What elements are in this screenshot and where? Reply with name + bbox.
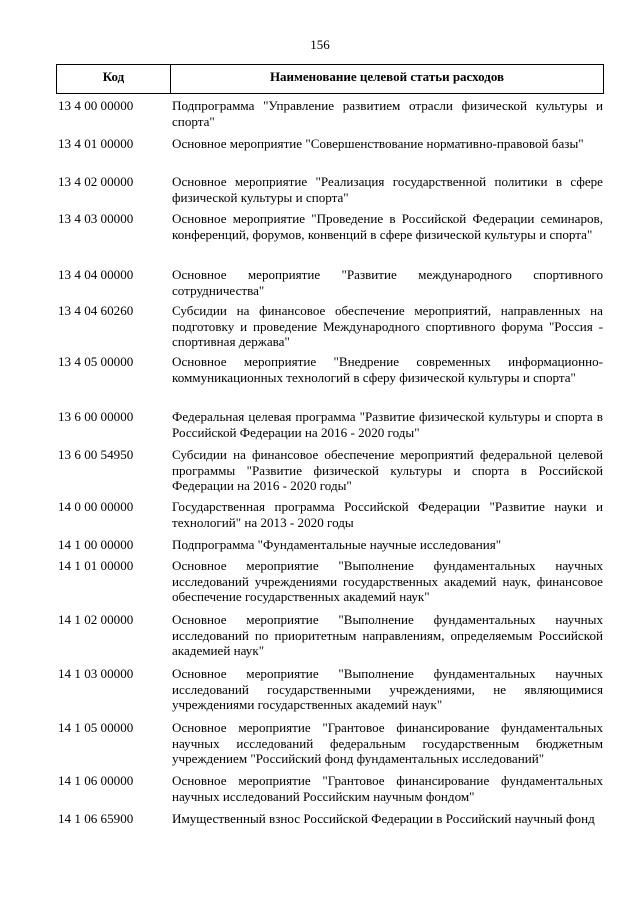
row-code: 13 4 01 00000 xyxy=(58,136,134,151)
row-code: 14 1 02 00000 xyxy=(58,612,134,627)
table-row xyxy=(0,98,640,136)
row-code: 14 1 03 00000 xyxy=(58,666,134,681)
row-text: Основное мероприятие "Развитие международного спортивного сотрудничества" xyxy=(172,267,603,298)
table-row xyxy=(0,558,640,612)
table-row xyxy=(0,537,640,558)
row-code: 14 1 01 00000 xyxy=(58,558,134,573)
row-code: 13 4 00 00000 xyxy=(58,98,134,113)
row-text: Основное мероприятие "Выполнение фундаментальных научных исследований по приоритетным направлениям, определяемым Российской академией наук" xyxy=(172,612,603,659)
table-header xyxy=(56,64,604,94)
row-text: Основное мероприятие "Выполнение фундаментальных научных исследований государственными учреждениями, не являющимися учреждениями государственных академий наук" xyxy=(172,666,603,713)
table-row xyxy=(0,211,640,267)
table-row xyxy=(0,409,640,447)
row-code: 14 0 00 00000 xyxy=(58,499,134,514)
row-text: Основное мероприятие "Реализация государственной политики в сфере физической культуры и спорта" xyxy=(172,174,603,205)
row-text: Субсидии на финансовое обеспечение мероприятий, направленных на подготовку и проведение Международного спортивного форума "Россия - спортивная держава" xyxy=(172,303,603,350)
table-row xyxy=(0,447,640,499)
table-body xyxy=(0,98,640,847)
table-row xyxy=(0,666,640,720)
row-text: Основное мероприятие "Совершенствование нормативно-правовой базы" xyxy=(172,136,584,151)
row-code: 13 4 05 00000 xyxy=(58,354,134,369)
table-row xyxy=(0,267,640,303)
row-text: Имущественный взнос Российской Федерации в Российский научный фонд xyxy=(172,811,595,826)
row-text: Подпрограмма "Управление развитием отрасли физической культуры и спорта" xyxy=(172,98,603,129)
row-text: Государственная программа Российской Федерации "Развитие науки и технологий" на 2013 - 2020 годы xyxy=(172,499,603,530)
header-code: Код xyxy=(57,65,171,93)
table-row xyxy=(0,174,640,211)
row-text: Основное мероприятие "Выполнение фундаментальных научных исследований учреждениями государственных академий наук, финансовое обеспечение государственных академий наук" xyxy=(172,558,603,605)
table-row xyxy=(0,499,640,537)
row-code: 13 6 00 54950 xyxy=(58,447,134,462)
row-code: 13 4 02 00000 xyxy=(58,174,134,189)
table-row xyxy=(0,773,640,811)
row-code: 13 4 04 60260 xyxy=(58,303,134,318)
table-row xyxy=(0,303,640,354)
row-code: 13 4 03 00000 xyxy=(58,211,134,226)
row-code: 14 1 06 00000 xyxy=(58,773,134,788)
table-row xyxy=(0,136,640,174)
row-text: Основное мероприятие "Грантовое финансирование фундаментальных научных исследований Российским научным фондом" xyxy=(172,773,603,804)
table-row xyxy=(0,354,640,409)
row-text: Основное мероприятие "Проведение в Российской Федерации семинаров, конференций, форумов, конвенций в сфере физической культуры и спорта" xyxy=(172,211,603,242)
table-row xyxy=(0,720,640,773)
row-code: 14 1 05 00000 xyxy=(58,720,134,735)
row-code: 13 4 04 00000 xyxy=(58,267,134,282)
table-row xyxy=(0,612,640,666)
row-code: 14 1 06 65900 xyxy=(58,811,134,826)
row-text: Федеральная целевая программа "Развитие физической культуры и спорта в Российской Федерации на 2016 - 2020 годы" xyxy=(172,409,603,440)
row-code: 14 1 00 00000 xyxy=(58,537,134,552)
row-text: Субсидии на финансовое обеспечение мероприятий федеральной целевой программы "Развитие физической культуры и спорта в Российской Федерации на 2016 - 2020 годы" xyxy=(172,447,603,494)
row-code: 13 6 00 00000 xyxy=(58,409,134,424)
table-row xyxy=(0,811,640,847)
row-text: Основное мероприятие "Грантовое финансирование фундаментальных научных исследований федеральным государственным бюджетным учреждением "Российский фонд фундаментальных исследований" xyxy=(172,720,603,767)
row-text: Основное мероприятие "Внедрение современных информационно-коммуникационных технологий в сферу физической культуры и спорта" xyxy=(172,354,603,385)
page-number: 156 xyxy=(310,37,330,52)
row-text: Подпрограмма "Фундаментальные научные исследования" xyxy=(172,537,502,552)
header-name: Наименование целевой статьи расходов xyxy=(269,69,505,84)
